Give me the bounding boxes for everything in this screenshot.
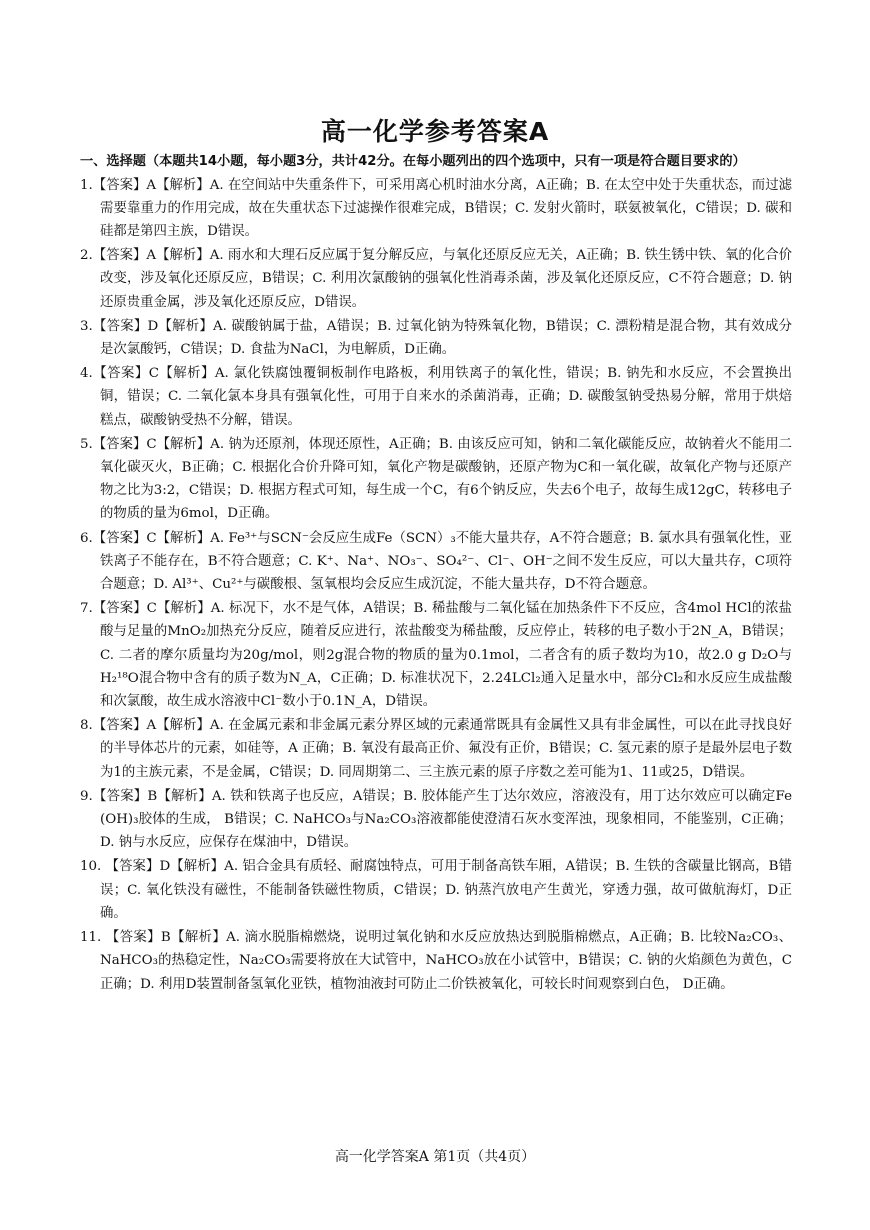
section-heading: 一、选择题（本题共14小题，每小题3分，共计42分。在每小题列出的四个选项中，只有一项是符合题目要求的） (80, 154, 746, 169)
question-number: 1. (80, 177, 93, 193)
question-item (80, 433, 792, 526)
question-item (80, 855, 792, 925)
question-list (80, 174, 792, 996)
question-number: 2. (80, 248, 93, 264)
question-answer-text: 【答案】A【解析】A. 在空间站中失重条件下，可采用离心机时油水分离，A正确；B. 在太空中处于失重状态，而过滤需要靠重力的作用完成，故在失重状态下过滤操作很难完成，B错误；C. 发射火箭时，联氨被氧化，C错误；D. 碳和硅都是第四主族，D错误。 (92, 177, 792, 239)
question-number: 4. (80, 366, 93, 382)
question-item (80, 527, 792, 597)
question-number: 11. (80, 930, 102, 946)
page-title: 高一化学参考答案A (320, 117, 550, 146)
question-number: 7. (80, 601, 93, 617)
question-number: 6. (80, 530, 93, 546)
question-number: 3. (80, 318, 93, 334)
question-number: 10. (80, 859, 102, 875)
question-item (80, 174, 792, 244)
question-answer-text: 【答案】C【解析】A. 钠为还原剂，体现还原性，A正确；B. 由该反应可知，钠和二氧化碳能反应，故钠着火不能用二氧化碳灭火，B正确；C. 根据化合价升降可知，氧化产物是碳酸钠，还原产物为C和一氧化碳，故氧化产物与还原产物之比为3:2，C错误；D. 根据方程式可知，每生成一个C，有6个钠反应，失去6个电子，故每生成12gC，转移电子的物质的量为6mol，D正确。 (92, 436, 792, 522)
question-answer-text: 【答案】B【解析】A. 铁和铁离子也反应，A错误；B. 胶体能产生丁达尔效应，溶液没有，用丁达尔效应可以确定Fe (OH)₃胶体的生成， B错误；C. NaHCO₃与Na₂CO₃溶液都能使澄清石灰水变浑浊，现象相同，不能鉴别，C正确；D. 钠与水反应，应保存在煤油中，D错误。 (92, 788, 792, 851)
question-number: 5. (80, 436, 93, 452)
question-answer-text: 【答案】C【解析】A. 氯化铁腐蚀覆铜板制作电路板，利用铁离子的氧化性，错误；B. 钠先和水反应，不会置换出铜，错误；C. 二氧化氯本身具有强氧化性，可用于自来水的杀菌消毒，正确；D. 碳酸氢钠受热易分解，常用于烘焙糕点，碳酸钠受热不分解，错误。 (92, 366, 792, 428)
question-answer-text: 【答案】C【解析】A. 标况下，水不是气体，A错误；B. 稀盐酸与二氧化锰在加热条件下不反应，含4mol HCl的浓盐酸与足量的MnO₂加热充分反应，随着反应进行，浓盐酸变为稀盐酸，反应停止，转移的电子数小于2N_A，B错误；C. 二者的摩尔质量均为20g/mol，则2g混合物的物质的量为0.1mol，二者含有的质子数均为10，故2.0 g D₂O与H₂¹⁸O混合物中含有的质子数为N_A，C正确；D. 标准状况下，2.24LCl₂通入足量水中，部分Cl₂和水反应生成盐酸和次氯酸，故生成水溶液中Cl⁻数小于0.1N_A，D错误。 (92, 601, 792, 710)
question-answer-text: 【答案】A【解析】A. 在金属元素和非金属元素分界区域的元素通常既具有金属性又具有非金属性，可以在此寻找良好的半导体芯片的元素，如硅等，A 正确；B. 氧没有最高正价、氟没有正价，B错误；C. 氢元素的原子是最外层电子数为1的主族元素，不是金属，C错误；D. 同周期第二、三主族元素的原子序数之差可能为1、11或25，D错误。 (92, 718, 792, 780)
question-item (80, 244, 792, 314)
question-answer-text: 【答案】B【解析】A. 滴水脱脂棉燃烧，说明过氧化钠和水反应放热达到脱脂棉燃点，A正确；B. 比较Na₂CO₃、NaHCO₃的热稳定性，Na₂CO₃需要将放在大试管中，NaHCO₃放在小试管中，B错误；C. 钠的火焰颜色为黄色，C正确；D. 利用D装置制备氢氧化亚铁，植物油液封可防止二价铁被氧化，可较长时间观察到白色， D正确。 (100, 930, 792, 992)
question-answer-text: 【答案】D【解析】A. 铝合金具有质轻、耐腐蚀特点，可用于制备高铁车厢，A错误；B. 生铁的含碳量比钢高，B错误；C. 氧化铁没有磁性，不能制备铁磁性物质，C错误；D. 钠蒸汽放电产生黄光，穿透力强，故可做航海灯，D正确。 (100, 859, 792, 921)
question-item (80, 362, 792, 432)
question-item (80, 785, 792, 855)
question-item (80, 315, 792, 361)
question-number: 9. (80, 788, 93, 804)
question-answer-text: 【答案】D【解析】A. 碳酸钠属于盐，A错误；B. 过氧化钠为特殊氧化物，B错误；C. 漂粉精是混合物，其有效成分是次氯酸钙，C错误；D. 食盐为NaCl，为电解质，D正确。 (92, 318, 792, 358)
question-item (80, 926, 792, 996)
question-answer-text: 【答案】A【解析】A. 雨水和大理石反应属于复分解反应，与氧化还原反应无关，A正确；B. 铁生锈中铁、氧的化合价改变，涉及氧化还原反应，B错误；C. 利用次氯酸钠的强氧化性消毒杀菌，涉及氧化还原反应，C不符合题意；D. 钠还原贵重金属，涉及氧化还原反应，D错误。 (92, 248, 792, 310)
question-number: 8. (80, 718, 93, 734)
answer-content (80, 150, 792, 997)
question-answer-text: 【答案】C【解析】A. Fe³⁺与SCN⁻会反应生成Fe（SCN）₃不能大量共存，A不符合题意；B. 氯水具有强氧化性，亚铁离子不能存在，B不符合题意；C. K⁺、Na⁺、NO₃⁻、SO₄²⁻、Cl⁻、OH⁻之间不发生反应，可以大量共存，C项符合题意；D. Al³⁺、Cu²⁺与碳酸根、氢氧根均会反应生成沉淀，不能大量共存，D不符合题意。 (92, 530, 792, 593)
question-item (80, 597, 792, 713)
page-footer: 高一化学答案A 第1页（共4页） (334, 1149, 536, 1165)
question-item (80, 714, 792, 784)
